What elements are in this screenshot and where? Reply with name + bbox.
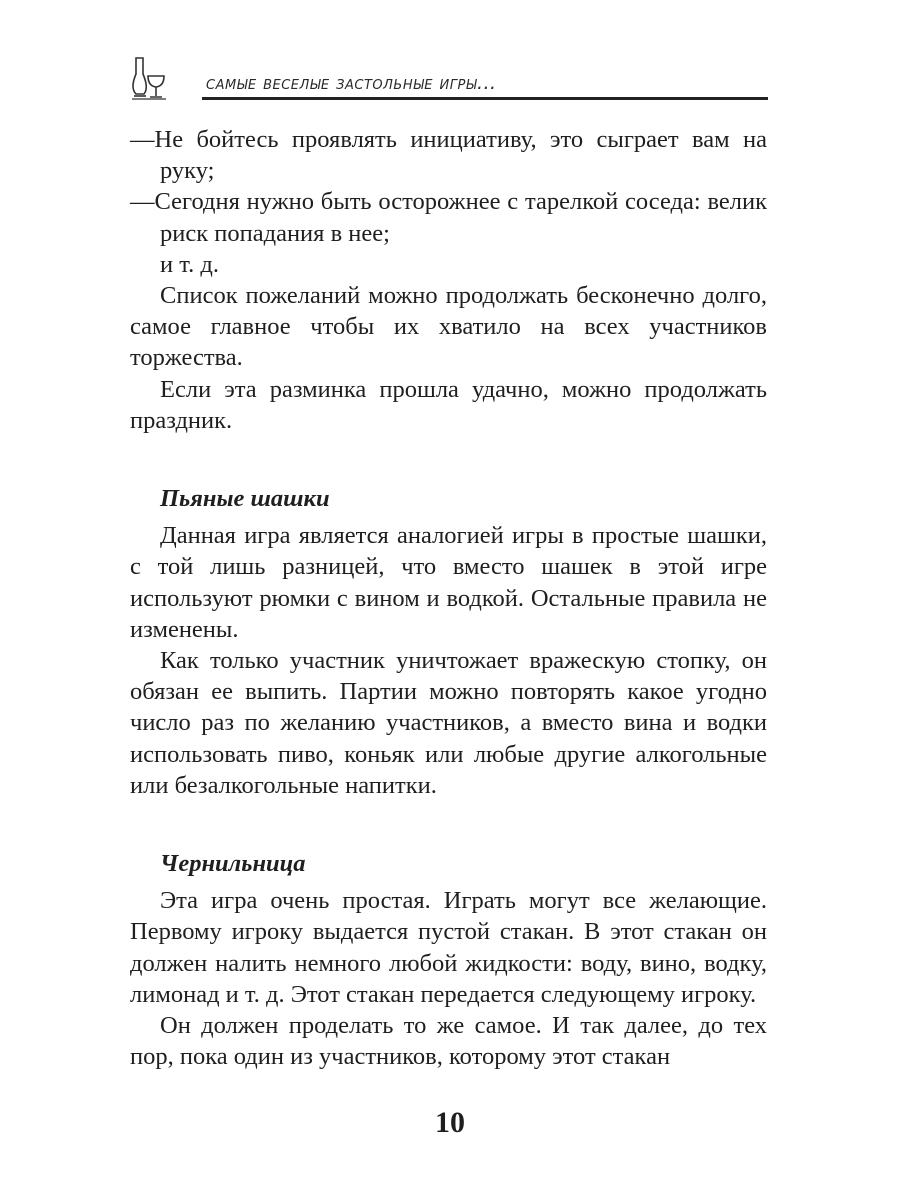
page-number: 10 (435, 1106, 465, 1139)
running-header (128, 52, 768, 108)
bullet-item: —Не бойтесь проявлять инициативу, это сыграет вам на руку; (130, 126, 767, 185)
header-rule (202, 97, 768, 100)
etc-line: и т. д. (160, 250, 219, 278)
paragraph: Если эта разминка прошла удачно, можно продолжать праздник. (130, 375, 767, 434)
section-title-inkwell: Чернильница (160, 850, 306, 878)
paragraph: Эта игра очень простая. Играть могут все желающие. Первому игроку выдается пустой стакан. В этот стакан он должен налить немного любой жидкости: воду, вино, водку, лимонад и т. д. Этот стакан передается следующему игроку. (130, 887, 767, 1008)
paragraph: Он должен проделать то же самое. И так далее, до тех пор, пока один из участников, которому этот стакан (130, 1012, 767, 1071)
header-title: самые веселые застольные игры... (206, 72, 497, 94)
page-body (130, 124, 767, 1072)
wine-glasses-icon (128, 54, 168, 100)
paragraph: Список пожеланий можно продолжать бесконечно долго, самое главное чтобы их хватило на всех участников торжества. (130, 282, 767, 372)
bullet-item: —Сегодня нужно быть осторожнее с тарелкой соседа: велик риск попадания в нее; (130, 188, 767, 247)
section-title-checkers: Пьяные шашки (160, 485, 330, 513)
paragraph: Как только участник уничтожает вражескую стопку, он обязан ее выпить. Партии можно повторять какое угодно число раз по желанию участников, а вместо вина и водки использовать пиво, коньяк или любые другие алкогольные или безалкогольные напитки. (130, 647, 767, 799)
paragraph: Данная игра является аналогией игры в простые шашки, с той лишь разницей, что вместо шашек в этой игре используют рюмки с вином и водкой. Остальные правила не изменены. (130, 522, 767, 643)
